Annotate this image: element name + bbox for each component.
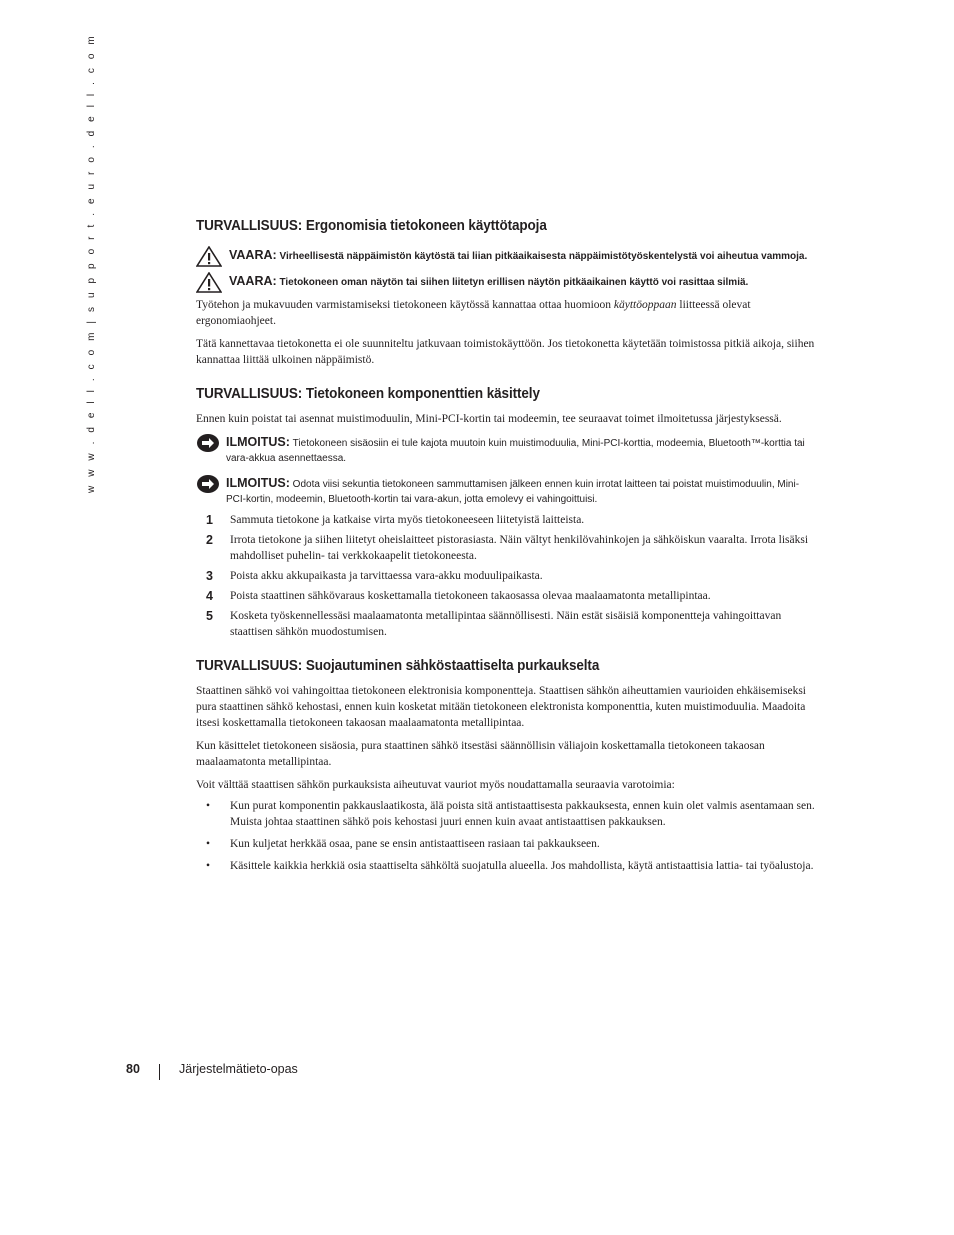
step-text: Irrota tietokone ja siihen liitetyt oheislaitteet pistorasiasta. Näin vältyt henkilövahinkojen ja sähköiskun vaaralta. Irrota lisäksi mahdolliset puhelin- tai verkkokaapelit tietokoneesta. xyxy=(230,534,809,562)
page-content xyxy=(196,218,816,874)
warning-triangle-icon xyxy=(196,246,222,267)
notice-icon xyxy=(196,474,220,494)
step-number: 1 xyxy=(206,513,213,527)
step-number: 3 xyxy=(206,569,213,583)
heading-ergonomics: TURVALLISUUS: Ergonomisia tietokoneen käyttötapoja xyxy=(196,218,547,234)
page-footer xyxy=(126,1062,298,1076)
esd-paragraph-3: Voit välttää staattisen sähkön purkauksista aiheutuvat vauriot myös noudattamalla seuraavia varotoimia: xyxy=(196,779,675,791)
warning-triangle-icon xyxy=(196,272,222,293)
warning-display xyxy=(196,274,816,290)
step-item xyxy=(196,568,816,584)
bullet-text: Käsittele kaikkia herkkiä osia staattiselta sähköltä suojatulla alueella. Jos mahdollista, käytä antistaattisia lattia- tai työalustoja. xyxy=(230,860,814,872)
step-item xyxy=(196,588,816,604)
step-number: 2 xyxy=(206,533,213,547)
bullet-text: Kun kuljetat herkkää osaa, pane se ensin antistaattiseen rasiaan tai pakkaukseen. xyxy=(230,838,600,850)
notice-label: ILMOITUS: xyxy=(226,476,290,490)
warning-text: Tietokoneen oman näytön tai siihen liitetyn erillisen näytön pitkäaikainen käyttö voi rasittaa silmiä. xyxy=(279,277,749,288)
heading-components: TURVALLISUUS: Tietokoneen komponenttien käsittely xyxy=(196,386,540,402)
document-title: Järjestelmätieto-opas xyxy=(179,1062,298,1076)
components-intro: Ennen kuin poistat tai asennat muistimoduulin, Mini-PCI-kortin tai modeemin, tee seuraavat toimet ilmoitetussa järjestyksessä. xyxy=(196,413,782,425)
esd-paragraph-1: Staattinen sähkö voi vahingoittaa tietokoneen elektronisia komponentteja. Staattisen sähkön aiheuttamien vaurioiden ehkäisemiseksi pura staattinen sähkö kehostasi, ennen kuin kosketat mitään tietokoneen elektronista komponenttia, kuten muistimoduulia. Maadoita itsesi koskettamalla tietokoneen takaosan maalaamatonta metallipintaa. xyxy=(196,685,806,729)
heading-esd: TURVALLISUUS: Suojautuminen sähköstaattiselta purkaukselta xyxy=(196,658,600,674)
page-number: 80 xyxy=(126,1062,140,1076)
step-text: Sammuta tietokone ja katkaise virta myös tietokoneeseen liitetyistä laitteista. xyxy=(230,514,585,526)
notice-text: Tietokoneen sisäosiin ei tule kajota muutoin kuin muistimoduulia, Mini-PCI-korttia, modeemia, Bluetooth™-korttia tai vara-akkua asennettaessa. xyxy=(226,438,805,464)
list-item xyxy=(196,858,816,874)
step-text: Poista staattinen sähkövaraus koskettamalla tietokoneen takaosassa olevaa maalaamatonta metallipintaa. xyxy=(230,590,711,602)
notice-wait-five-seconds xyxy=(196,476,816,507)
bullet-icon: • xyxy=(206,860,211,872)
ergonomics-paragraph-1: Työtehon ja mukavuuden varmistamiseksi tietokoneen käytössä kannattaa ottaa huomioon käyttöoppaan liitteessä olevat ergonomiaohjeet. xyxy=(196,299,751,327)
warning-text: Virheellisestä näppäimistön käytöstä tai liian pitkäaikaisesta näppäimistötyöskentelystä voi aiheutua vammoja. xyxy=(279,251,808,262)
list-item xyxy=(196,798,816,830)
notice-icon xyxy=(196,433,220,453)
list-item xyxy=(196,836,816,852)
bullet-icon: • xyxy=(206,800,211,812)
step-number: 5 xyxy=(206,609,213,623)
warning-label: VAARA: xyxy=(229,248,277,262)
step-item xyxy=(196,532,816,564)
esd-paragraph-2: Kun käsittelet tietokoneen sisäosia, pura staattinen sähkö itsestäsi säännöllisin väliajoin koskettamalla tietokoneen takaosan maalaamatonta metallipintaa. xyxy=(196,740,765,768)
warning-keyboard xyxy=(196,248,816,264)
footer-divider xyxy=(159,1064,160,1080)
side-url-text: w w w . d e l l . c o m | s u p p o r t . e u r o . d e l l . c o m xyxy=(86,33,97,493)
manual-reference: käyttöoppaan xyxy=(613,299,677,311)
step-text: Kosketa työskennellessäsi maalaamatonta metallipintaa säännöllisesti. Näin estät sisäisiä komponentteja vahingoittavan staattisen sähkön muodostumisen. xyxy=(230,610,782,638)
step-item xyxy=(196,512,816,528)
ergonomics-paragraph-2: Tätä kannettavaa tietokonetta ei ole suunniteltu jatkuvaan toimistokäyttöön. Jos tietokonetta käytetään toimistossa pitkiä aikoja, siihen kannattaa liittää ulkoinen näppäimistö. xyxy=(196,338,815,366)
side-url-banner xyxy=(86,33,102,493)
bullet-icon: • xyxy=(206,838,211,850)
bullet-text: Kun purat komponentin pakkauslaatikosta, älä poista sitä antistaattisesta pakkauksesta, ennen kuin olet valmis asentamaan sen. Muista johtaa staattinen sähkö pois kehostasi juuri ennen kuin avaat antistaattisen pakkauksen. xyxy=(230,800,815,828)
step-text: Poista akku akkupaikasta ja tarvittaessa vara-akku moduulipaikasta. xyxy=(230,570,543,582)
notice-text: Odota viisi sekuntia tietokoneen sammuttamisen jälkeen ennen kuin irrotat laitteen tai poistat muistimoduulin, Mini-PCI-kortin, modeemin, Bluetooth-kortin tai vara-akun, jotta emolevy ei vahingoittuisi. xyxy=(226,479,800,505)
notice-internal-parts xyxy=(196,435,816,466)
step-number: 4 xyxy=(206,589,213,603)
warning-label: VAARA: xyxy=(229,274,277,288)
step-item xyxy=(196,608,816,640)
notice-label: ILMOITUS: xyxy=(226,435,290,449)
